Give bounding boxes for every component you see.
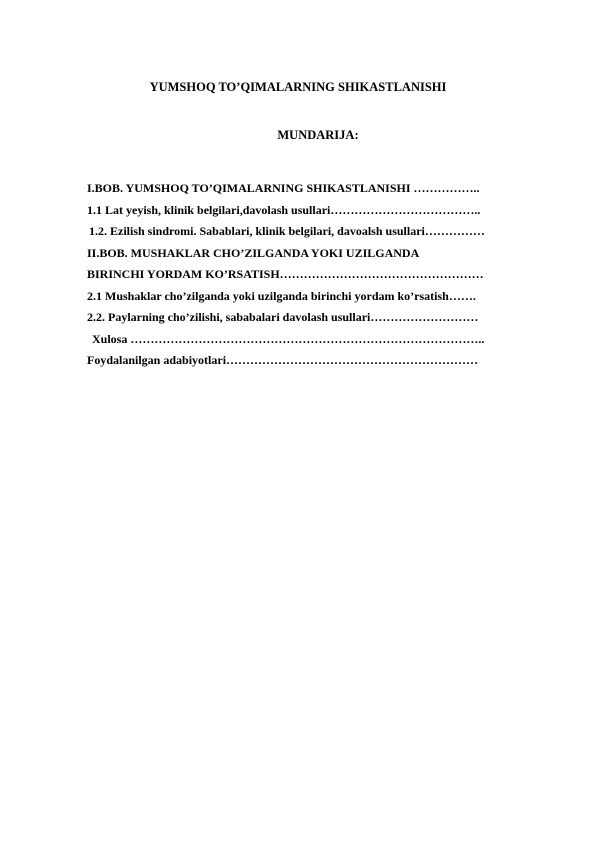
document-title: YUMSHOQ TO’QIMALARNING SHIKASTLANISHI <box>149 80 447 94</box>
toc-entry-chapter-2-line-1: II.BOB. MUSHAKLAR CHO’ZILGANDA YOKI UZILGANDA <box>87 245 420 260</box>
toc-entry-chapter-1: I.BOB. YUMSHOQ TO’QIMALARNING SHIKASTLANISHI …………….. <box>87 181 480 195</box>
table-of-contents <box>87 178 557 372</box>
toc-entry-1-1: 1.1 Lat yeyish, klinik belgilari,davolash usullari……………………………….. <box>87 202 481 217</box>
toc-entry-1-2: 1.2. Ezilish sindromi. Sabablari, klinik belgilari, davoalsh usullari…………… <box>89 224 485 238</box>
toc-entry-references: Foydalanilgan adabiyotlari……………………………………………………… <box>87 353 479 367</box>
toc-entry-2-2: 2.2. Paylarning cho’zilishi, sababalari davolash usullari……………………… <box>87 310 479 324</box>
toc-entry-chapter-2-line-2: BIRINCHI YORDAM KO’RSATISH…………………………………………… <box>87 267 484 281</box>
toc-entry-conclusion: Xulosa …………………………………………………………………………….. <box>92 331 485 346</box>
toc-entry-2-1: 2.1 Mushaklar cho’zilganda yoki uzilganda birinchi yordam ko’rsatish……. <box>87 288 476 303</box>
contents-heading: MUNDARIJA: <box>277 128 359 142</box>
